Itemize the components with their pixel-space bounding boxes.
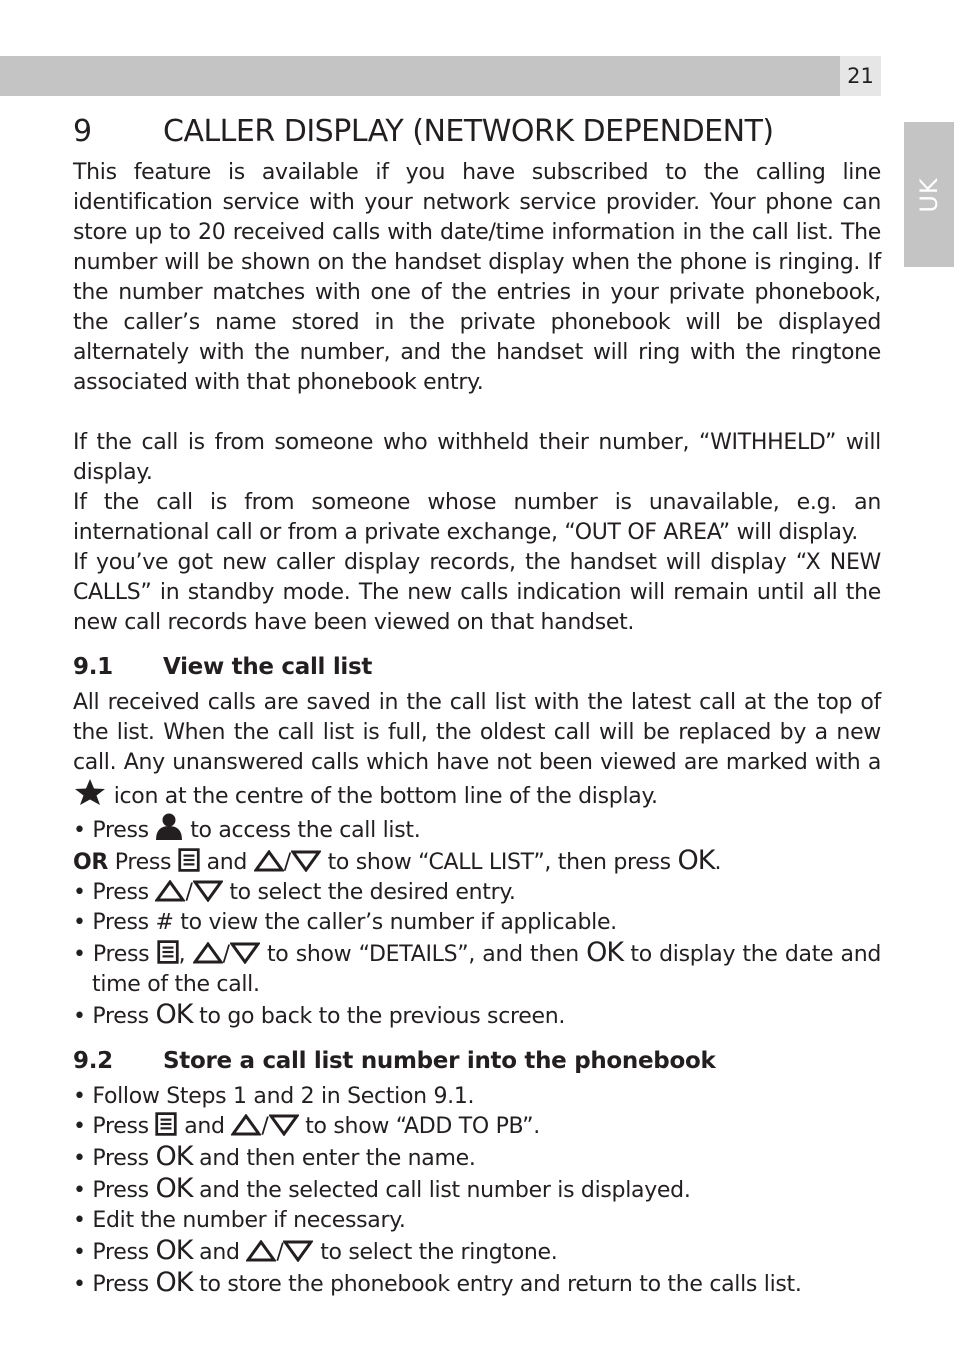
section-title: Store a call list number into the phonebook [163, 1048, 716, 1074]
list-item: • Follow Steps 1 and 2 in Section 9.1. [73, 1084, 475, 1109]
section-9-heading [73, 110, 881, 154]
list-item: • Press OK and / to select the ringtone. [73, 1235, 558, 1266]
menu-icon [155, 1112, 177, 1136]
list-item: • Press , / to show “DETAILS”, and then OK to display the date and time of the call. [73, 937, 882, 997]
menu-icon [157, 940, 179, 964]
up-arrow-icon [246, 1240, 276, 1262]
paragraph: This feature is available if you have subscribed to the calling line identification service with your network service provider. Your phone can store up to 20 received calls with date/time information in the call list. The number will be shown on the handset display when the phone is ringing. If the number matches with one of the entries in your private phonebook, the caller’s name stored in the private phonebook will be displayed alternately with the number, and the handset will ring with the ringtone associated with that phonebook entry. [73, 160, 881, 395]
ok-key-label: OK [155, 1267, 193, 1298]
section-number: 9.2 [73, 1048, 113, 1074]
section-9-1-heading [73, 652, 881, 682]
down-arrow-icon [283, 1240, 313, 1262]
paragraph: If the call is from someone who withheld their number, “WITHHELD” will display. [73, 430, 881, 485]
paragraph: If the call is from someone whose number is unavailable, e.g. an international call or from a private exchange, “OUT OF AREA” will display. [73, 490, 881, 545]
ok-key-label: OK [677, 845, 715, 876]
list-item: • Press # to view the caller’s number if applicable. [73, 910, 617, 935]
list-item: • Press OK to store the phonebook entry and return to the calls list. [73, 1267, 802, 1298]
ok-key-label: OK [155, 1173, 193, 1204]
down-arrow-icon [230, 942, 260, 964]
page-content [73, 110, 881, 1300]
list-item: • Press OK and the selected call list number is displayed. [73, 1173, 691, 1204]
section-title: CALLER DISPLAY (NETWORK DEPENDENT) [163, 114, 774, 149]
list-item: • Edit the number if necessary. [73, 1208, 406, 1233]
section-title: View the call list [163, 654, 373, 680]
up-arrow-icon [254, 850, 284, 872]
menu-icon [178, 848, 200, 872]
paragraph: If you’ve got new caller display records, the handset will display “X NEW CALLS” in standby mode. The new calls indication will remain until all the new call records have been viewed on that handset. [73, 550, 881, 635]
language-tab-label: UK [915, 176, 943, 213]
list-item: • Press OK and then enter the name. [73, 1141, 476, 1172]
ok-key-label: OK [155, 1235, 193, 1266]
language-tab [904, 122, 954, 267]
page-number: 21 [840, 56, 881, 96]
header-bar [0, 56, 840, 96]
paragraph: All received calls are saved in the call list with the latest call at the top of the list. When the call list is full, the oldest call will be replaced by a new call. Any unanswered calls which have not been viewed are marked with a icon at the centre of the bottom line of the display. [73, 690, 881, 809]
star-icon [73, 778, 107, 806]
down-arrow-icon [291, 850, 321, 872]
up-arrow-icon [155, 880, 185, 902]
contact-icon [155, 812, 183, 840]
down-arrow-icon [269, 1114, 299, 1136]
up-arrow-icon [231, 1114, 261, 1136]
list-item: OR Press and / to show “CALL LIST”, then press OK. [73, 845, 722, 876]
up-arrow-icon [193, 942, 223, 964]
list-item: • Press and / to show “ADD TO PB”. [73, 1114, 540, 1139]
list-item: • Press to access the call list. [73, 812, 881, 846]
section-number: 9 [73, 114, 92, 149]
section-number: 9.1 [73, 654, 113, 680]
section-9-2-heading [73, 1046, 881, 1076]
list-item: • Press OK to go back to the previous screen. [73, 999, 566, 1030]
ok-key-label: OK [155, 999, 193, 1030]
list-item: • Press / to select the desired entry. [73, 880, 516, 905]
down-arrow-icon [193, 880, 223, 902]
ok-key-label: OK [155, 1141, 193, 1172]
ok-key-label: OK [586, 937, 624, 968]
